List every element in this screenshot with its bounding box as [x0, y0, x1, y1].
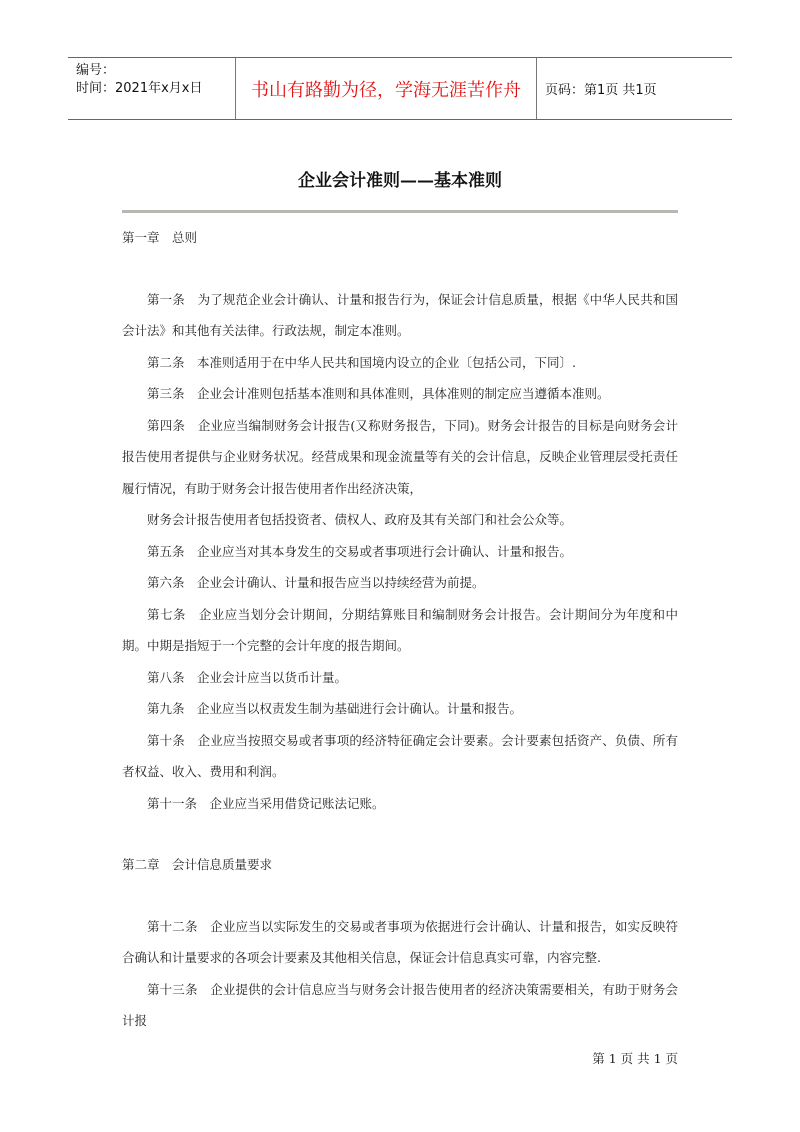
article: 第十一条 企业应当采用借贷记账法记账。 — [147, 795, 385, 811]
article: 第五条 企业应当对其本身发生的交易或者事项进行会计确认、计量和报告。 — [147, 543, 573, 559]
article: 第十条 企业应当按照交易或者事项的经济特征确定会计要素。会计要素包括资产、负债、所有者权益、收入、费用和利润。 — [122, 732, 678, 779]
serial-label: 编号： — [76, 63, 116, 78]
header-motto: 书山有路勤为径，学海无涯苦作舟 — [236, 58, 537, 119]
time-label: 时间：2021年x月x日 — [76, 81, 203, 96]
page-footer: 第 1 页 共 1 页 — [592, 1051, 678, 1066]
article: 财务会计报告使用者包括投资者、债权人、政府及其有关部门和社会公众等。 — [147, 512, 573, 527]
article: 第十二条 企业应当以实际发生的交易或者事项为依据进行会计确认、计量和报告，如实反映符合确认和计量要求的各项会计要素及其他相关信息，保证会计信息真实可靠，内容完整. — [122, 918, 678, 965]
article: 第二条 本准则适用于在中华人民共和国境内设立的企业〔包括公司，下同〕. — [147, 354, 576, 370]
chapter-heading: 第一章 总则 — [122, 230, 198, 245]
article: 第一条 为了规范企业会计确认、计量和报告行为，保证会计信息质量，根据《中华人民共和国会计法》和其他有关法律。行政法规，制定本准则。 — [122, 291, 678, 338]
document-title: 企业会计准则——基本准则 — [298, 171, 502, 191]
article: 第三条 企业会计准则包括基本准则和具体准则，具体准则的制定应当遵循本准则。 — [147, 386, 610, 401]
article: 第七条 企业应当划分会计期间，分期结算账目和编制财务会计报告。会计期间分为年度和中期。中期是指短于一个完整的会计年度的报告期间。 — [122, 606, 678, 653]
article: 第八条 企业会计应当以货币计量。 — [147, 669, 348, 685]
header-page-label: 页码：第1页 共1页 — [545, 83, 657, 98]
document-body — [122, 222, 678, 1037]
article: 第十三条 企业提供的会计信息应当与财务会计报告使用者的经济决策需要相关，有助于财务会计报 — [122, 981, 678, 1028]
article: 第六条 企业会计确认、计量和报告应当以持续经营为前提。 — [147, 575, 485, 590]
title-divider — [122, 210, 678, 213]
article: 第九条 企业应当以权责发生制为基础进行会计确认。计量和报告。 — [147, 701, 523, 716]
page-header — [68, 57, 732, 120]
header-meta — [68, 58, 236, 119]
chapter-heading: 第二章 会计信息质量要求 — [122, 857, 273, 872]
article: 第四条 企业应当编制财务会计报告(又称财务报告，下同)。财务会计报告的目标是向财务会计报告使用者提供与企业财务状况。经营成果和现金流量等有关的会计信息，反映企业管理层受托责任履行情况，有助于财务会计报告使用者作出经济决策， — [122, 417, 678, 496]
